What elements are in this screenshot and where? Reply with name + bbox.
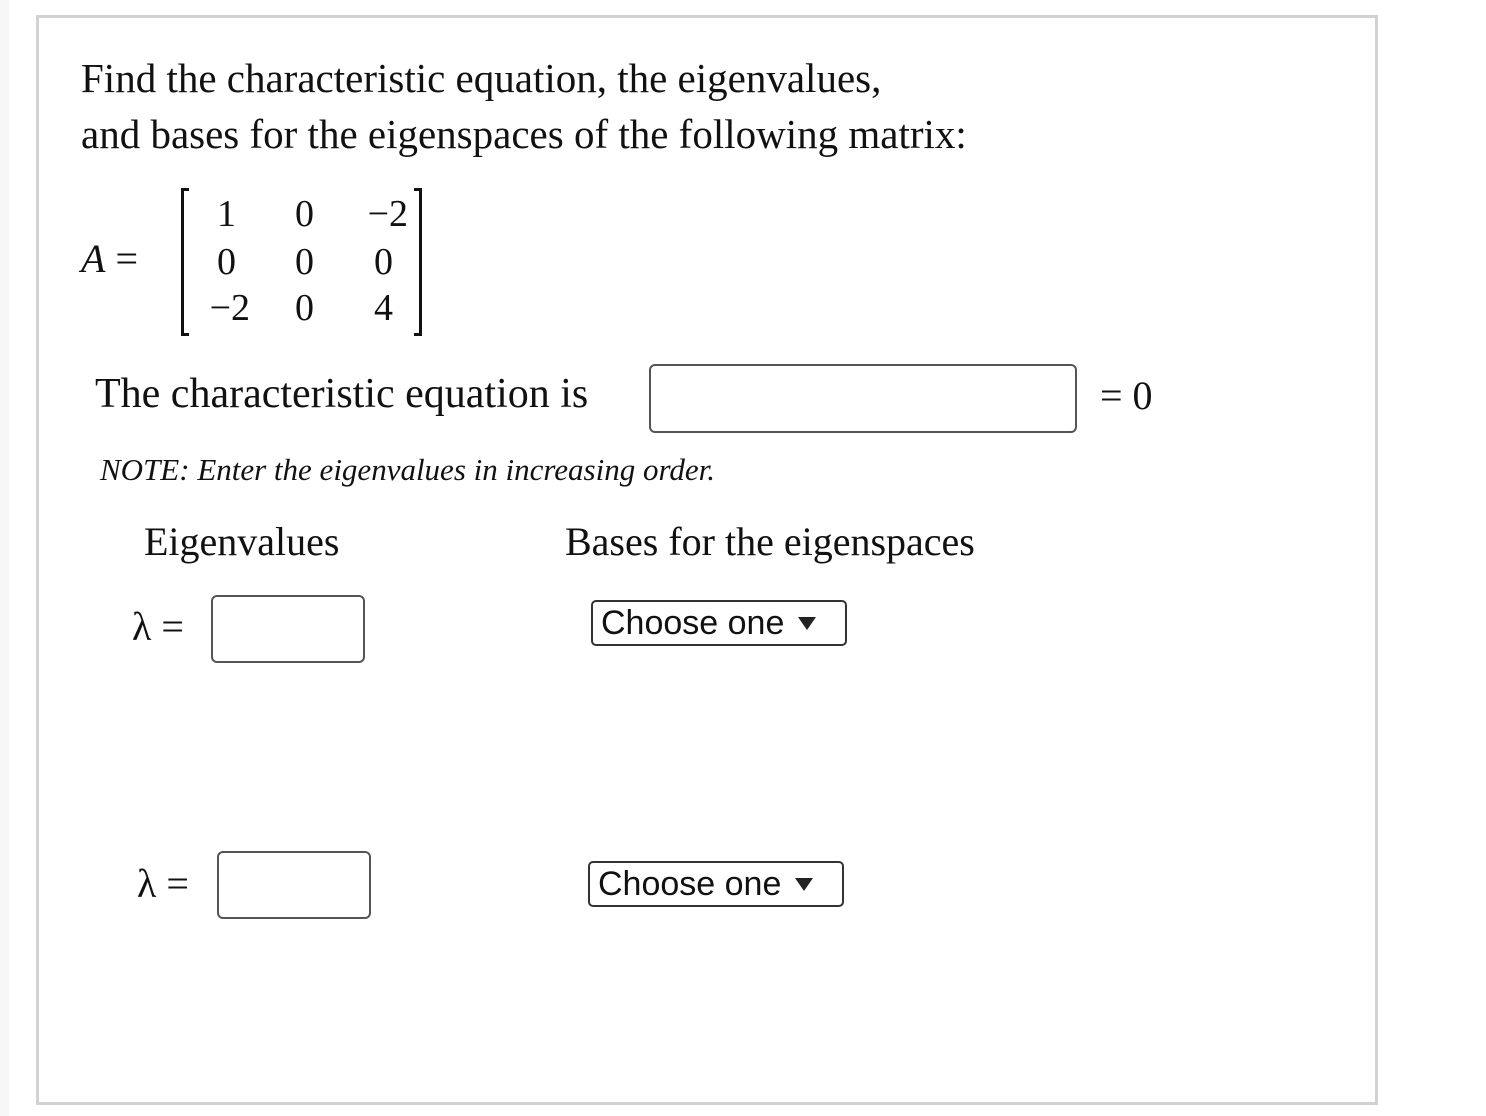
matrix-name: A xyxy=(81,236,106,281)
equals-zero: = 0 xyxy=(1100,373,1153,418)
lambda-label-1: λ = xyxy=(132,604,184,649)
problem-line-2: and bases for the eigenspaces of the following matrix: xyxy=(81,111,967,157)
characteristic-equation-label: The characteristic equation is xyxy=(95,371,589,417)
eigenvalue-input-2[interactable] xyxy=(217,851,371,919)
lambda-label-2: λ = xyxy=(137,861,189,906)
matrix-label xyxy=(81,235,138,282)
matrix-cell-3-3: 4 xyxy=(374,287,393,329)
matrix-cell-2-1: 0 xyxy=(217,241,236,283)
characteristic-equation-input[interactable] xyxy=(649,364,1077,433)
eigenvalue-input-1[interactable] xyxy=(211,595,365,663)
matrix-cell-1-3: −2 xyxy=(367,193,408,235)
matrix-cell-2-3: 0 xyxy=(374,241,393,283)
problem-statement xyxy=(81,50,967,162)
eigenvalue-order-note: NOTE: Enter the eigenvalues in increasing order. xyxy=(100,452,716,487)
matrix-cell-3-1: −2 xyxy=(209,287,250,329)
matrix-cell-1-2: 0 xyxy=(295,193,314,235)
basis-select-1-value: Choose one xyxy=(601,604,785,642)
basis-select-2[interactable] xyxy=(588,861,844,907)
caret-down-icon xyxy=(798,617,816,630)
basis-select-2-value: Choose one xyxy=(598,865,782,903)
basis-select-1[interactable] xyxy=(591,600,847,646)
matrix-cell-1-1: 1 xyxy=(217,193,236,235)
bases-header: Bases for the eigenspaces xyxy=(565,519,975,564)
matrix-equals: = xyxy=(115,236,138,281)
problem-line-1: Find the characteristic equation, the eigenvalues, xyxy=(81,55,882,101)
matrix-cell-2-2: 0 xyxy=(295,241,314,283)
eigenvalues-header: Eigenvalues xyxy=(144,519,340,564)
caret-down-icon xyxy=(795,878,813,891)
matrix-right-bracket xyxy=(414,188,422,336)
page-edge xyxy=(0,0,9,1116)
matrix-cell-3-2: 0 xyxy=(295,287,314,329)
